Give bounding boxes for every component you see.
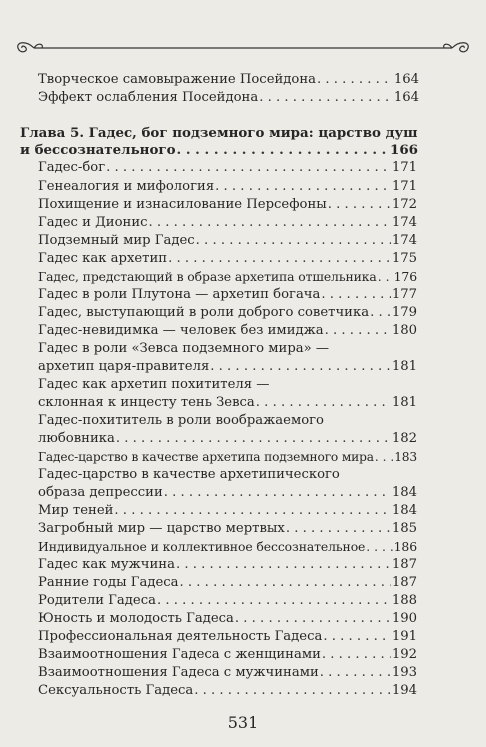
toc-entry-title-line2: любовника xyxy=(38,431,115,446)
toc-entry xyxy=(38,287,417,303)
toc-leader-dots xyxy=(323,629,390,645)
toc-leader-dots xyxy=(116,431,391,447)
toc-entry xyxy=(38,90,419,106)
toc-entry-page: 193 xyxy=(391,665,417,680)
toc-entry-page: 184 xyxy=(391,503,417,518)
toc-entry-page: 174 xyxy=(391,215,417,230)
toc-entry xyxy=(38,611,417,627)
toc-entry xyxy=(38,323,417,339)
toc-entry-page: 186 xyxy=(393,539,417,554)
toc-entry xyxy=(38,539,417,555)
toc-entry-title: Гадес в роли Плутона — архетип богача xyxy=(38,287,321,302)
toc-entry xyxy=(38,683,417,699)
toc-leader-dots xyxy=(176,557,391,573)
toc-entry xyxy=(38,395,417,411)
toc-leader-dots xyxy=(114,503,390,519)
toc-entry xyxy=(38,359,417,375)
toc-entry-page: 184 xyxy=(391,485,417,500)
toc-entry xyxy=(38,557,417,573)
toc-entry xyxy=(38,665,417,681)
toc-leader-dots xyxy=(370,305,391,321)
toc-entry-page: 171 xyxy=(391,160,417,175)
chapter-entry xyxy=(20,142,418,158)
chapter-title-line2: и бессознательного xyxy=(20,142,176,158)
toc-entry-page: 176 xyxy=(393,269,417,284)
toc-leader-dots xyxy=(328,197,391,213)
toc-leader-dots xyxy=(196,233,391,249)
toc-leader-dots xyxy=(157,593,391,609)
toc-entry xyxy=(38,72,419,88)
toc-leader-dots xyxy=(375,449,393,465)
toc-entry-title: Гадес, предстающий в образе архетипа отшельника xyxy=(38,269,377,284)
toc-entry-page: 183 xyxy=(394,450,417,464)
toc-entry-page: 190 xyxy=(391,611,417,626)
toc-leader-dots xyxy=(366,539,392,555)
chapter-title-line1: Глава 5. Гадес, бог подземного мира: царство душ xyxy=(20,125,418,141)
toc-entry-page: 181 xyxy=(391,359,417,374)
toc-entry-title: Гадес и Дионис xyxy=(38,215,148,230)
toc-entry-title: Эффект ослабления Посейдона xyxy=(38,90,259,105)
toc-leader-dots xyxy=(322,647,391,663)
toc-entry-title: Гадес как мужчина xyxy=(38,557,175,572)
toc-entry-page: 171 xyxy=(391,179,417,194)
toc-entry xyxy=(38,449,417,465)
toc-entry-page: 191 xyxy=(391,629,417,644)
toc-leader-dots xyxy=(177,142,390,158)
toc-entry xyxy=(38,593,417,609)
toc-entry-title: Юность и молодость Гадеса xyxy=(38,611,234,626)
toc-entry xyxy=(38,503,417,519)
toc-entry-page: 166 xyxy=(390,142,418,158)
toc-entry-title: Творческое самовыражение Посейдона xyxy=(38,72,316,87)
toc-entry-page: 194 xyxy=(391,683,417,698)
toc-entry xyxy=(38,485,417,501)
toc-leader-dots xyxy=(168,251,391,267)
toc-entry-page: 164 xyxy=(393,72,419,87)
toc-entry-title: Сексуальность Гадеса xyxy=(38,683,194,698)
toc-leader-dots xyxy=(149,215,391,231)
toc-entry-page: 187 xyxy=(391,575,417,590)
toc-entry-title: Ранние годы Гадеса xyxy=(38,575,179,590)
toc-entry xyxy=(38,215,417,231)
toc-entry xyxy=(38,179,417,195)
toc-entry-page: 181 xyxy=(391,395,417,410)
toc-entry-title: Гадес-бог xyxy=(38,160,106,175)
toc-entry xyxy=(38,160,417,176)
toc-entry-page: 177 xyxy=(391,287,417,302)
toc-entry xyxy=(38,521,417,537)
toc-leader-dots xyxy=(106,160,391,176)
toc-entry-title: Гадес-царство в качестве архетипа подземного мира xyxy=(38,450,374,464)
toc-entry-title: Генеалогия и мифология xyxy=(38,179,215,194)
toc-entry-title: Похищение и изнасилование Персефоны xyxy=(38,197,327,212)
toc-entry xyxy=(38,233,417,249)
toc-entry-title: Профессиональная деятельность Гадеса xyxy=(38,629,323,644)
toc-entry-title: Подземный мир Гадес xyxy=(38,233,195,248)
toc-entry-page: 174 xyxy=(391,233,417,248)
toc-leader-dots xyxy=(378,269,393,285)
toc-entry xyxy=(38,197,417,213)
toc-entry-title: Взаимоотношения Гадеса с мужчинами xyxy=(38,665,319,680)
toc-entry-title: Взаимоотношения Гадеса с женщинами xyxy=(38,647,321,662)
toc-entry-title: Загробный мир — царство мертвых xyxy=(38,521,285,536)
toc-leader-dots xyxy=(194,683,391,699)
page-number: 531 xyxy=(227,713,259,732)
toc-entry-page: 187 xyxy=(391,557,417,572)
toc-entry xyxy=(38,251,417,267)
toc-leader-dots xyxy=(215,179,391,195)
toc-entry-page: 192 xyxy=(391,647,417,662)
toc-leader-dots xyxy=(164,485,391,501)
toc-entry-page: 185 xyxy=(391,521,417,536)
toc-entry-title: Индивидуальное и коллективное бессознательное xyxy=(38,539,366,554)
toc-entry-page: 175 xyxy=(391,251,417,266)
toc-entry xyxy=(38,269,417,285)
toc-leader-dots xyxy=(320,665,391,681)
ornamental-rule-icon xyxy=(12,38,474,58)
toc-leader-dots xyxy=(259,90,393,106)
toc-leader-dots xyxy=(210,359,391,375)
toc-leader-dots xyxy=(256,395,391,411)
toc-entry-page: 164 xyxy=(393,90,419,105)
toc-leader-dots xyxy=(321,287,390,303)
toc-entry xyxy=(38,575,417,591)
toc-entry-title-line1: Гадес-царство в качестве архетипического xyxy=(38,467,340,482)
toc-entry-title: Мир теней xyxy=(38,503,114,518)
toc-entry-title: Гадес-невидимка — человек без имиджа xyxy=(38,323,324,338)
toc-leader-dots xyxy=(180,575,391,591)
toc-entry xyxy=(38,431,417,447)
toc-entry-page: 172 xyxy=(391,197,417,212)
toc-entry-title-line2: склонная к инцесту тень Зевса xyxy=(38,395,255,410)
toc-entry-title-line2: образа депрессии xyxy=(38,485,163,500)
toc-entry-title-line1: Гадес как архетип похитителя — xyxy=(38,377,270,392)
toc-entry-page: 180 xyxy=(391,323,417,338)
toc-entry xyxy=(38,305,417,321)
toc-entry xyxy=(38,647,417,663)
toc-leader-dots xyxy=(286,521,391,537)
toc-leader-dots xyxy=(235,611,391,627)
toc-entry-title: Гадес, выступающий в роли доброго советчика xyxy=(38,305,370,320)
toc-entry-page: 188 xyxy=(391,593,417,608)
toc-entry xyxy=(38,629,417,645)
toc-entry-title: Гадес как архетип xyxy=(38,251,168,266)
toc-leader-dots xyxy=(325,323,391,339)
toc-entry-title-line1: Гадес в роли «Зевса подземного мира» — xyxy=(38,341,330,356)
toc-entry-title: Родители Гадеса xyxy=(38,593,156,608)
toc-entry-page: 182 xyxy=(391,431,417,446)
toc-leader-dots xyxy=(317,72,393,88)
toc-entry-title-line1: Гадес-похититель в роли воображаемого xyxy=(38,413,324,428)
toc-entry-title-line2: архетип царя-правителя xyxy=(38,359,210,374)
toc-entry-page: 179 xyxy=(391,305,417,320)
